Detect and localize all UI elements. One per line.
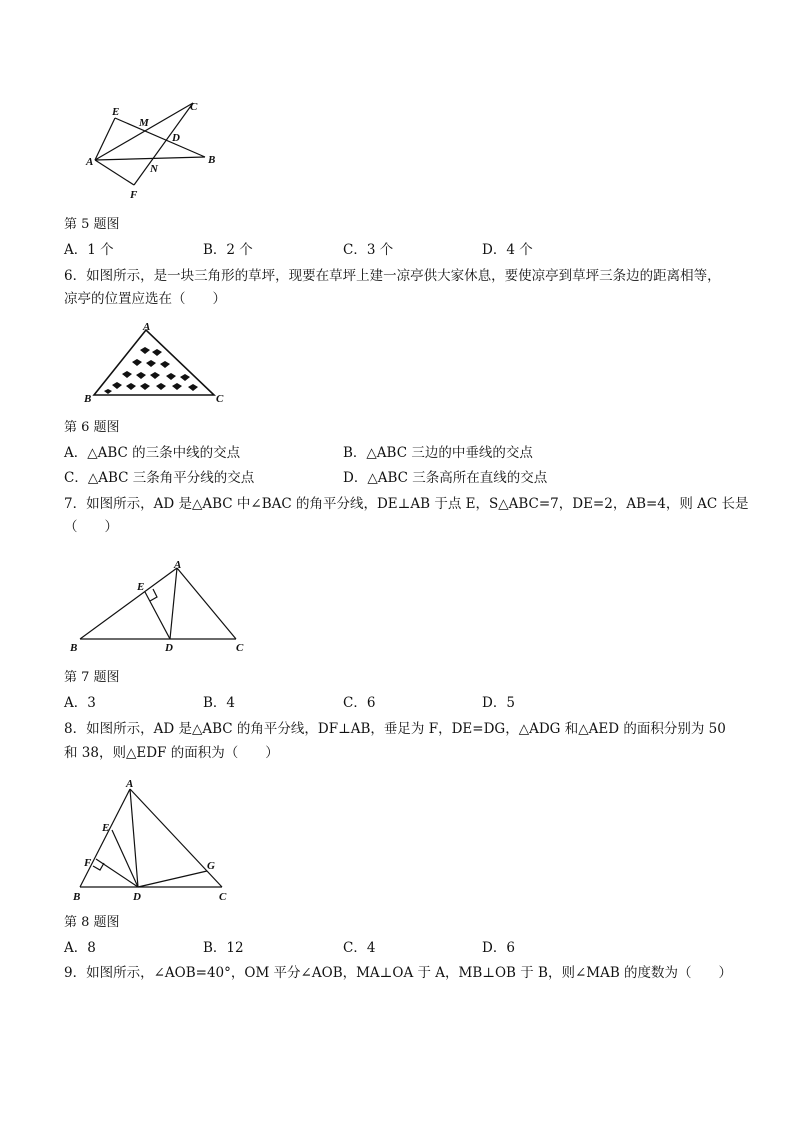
q8-option-a: A．8 <box>64 940 96 956</box>
fig5-label-m: M <box>139 117 149 129</box>
q8-option-c: C．4 <box>343 940 376 956</box>
q6-option-a: A．△ABC 的三条中线的交点 <box>64 445 241 461</box>
fig5-label-d: D <box>172 132 180 144</box>
q7-option-a: A．3 <box>64 695 96 711</box>
fig8-label-a: A <box>126 778 134 790</box>
fig5-label-b: B <box>208 154 216 166</box>
fig8-label-f: F <box>84 857 92 869</box>
fig8-label-d: D <box>133 891 141 903</box>
q8-option-d: D．6 <box>482 940 515 956</box>
fig8-label-c: C <box>219 891 227 903</box>
fig7-label-e: E <box>137 581 145 593</box>
q6-text-line2: 凉亭的位置应选在（ ） <box>64 291 226 307</box>
q5-option-a: A．1 个 <box>64 242 114 258</box>
fig5-label-c: C <box>190 101 198 113</box>
q7-text-line1: 7．如图所示，AD 是△ABC 中∠BAC 的角平分线，DE⊥AB 于点 E，S△ABC=7，DE=2，AB=4，则 AC 长是 <box>64 496 749 512</box>
q6-option-b: B．△ABC 三边的中垂线的交点 <box>343 445 533 461</box>
fig8-caption: 第 8 题图 <box>64 915 120 930</box>
fig6-caption: 第 6 题图 <box>64 420 120 435</box>
q8-option-b: B．12 <box>203 940 244 956</box>
fig8-label-g: G <box>207 860 215 872</box>
fig5-label-f: F <box>130 189 138 201</box>
q7-option-b: B．4 <box>203 695 236 711</box>
q9-text-line1: 9．如图所示，∠AOB=40°，OM 平分∠AOB，MA⊥OA 于 A，MB⊥OB 于 B，则∠MAB 的度数为（ ） <box>64 965 733 981</box>
fig6-label-b: B <box>84 393 92 405</box>
q8-text-line1: 8．如图所示，AD 是△ABC 的角平分线，DF⊥AB，垂足为 F，DE=DG，△ADG 和△AED 的面积分别为 50 <box>64 721 726 737</box>
fig5-caption: 第 5 题图 <box>64 217 120 232</box>
q7-option-d: D．5 <box>482 695 515 711</box>
fig7-label-c: C <box>236 642 244 654</box>
fig7-caption: 第 7 题图 <box>64 670 120 685</box>
q6-option-c: C．△ABC 三条角平分线的交点 <box>64 470 255 486</box>
fig5-label-n: N <box>150 163 158 175</box>
q7-option-c: C．6 <box>343 695 376 711</box>
q5-option-c: C．3 个 <box>343 242 394 258</box>
fig5-label-a: A <box>86 156 94 168</box>
q6-option-d: D．△ABC 三条高所在直线的交点 <box>343 470 548 486</box>
q8-text-line2: 和 38，则△EDF 的面积为（ ） <box>64 745 279 761</box>
q5-option-d: D．4 个 <box>482 242 533 258</box>
fig7-label-b: B <box>70 642 78 654</box>
q7-text-line2: （ ） <box>64 519 118 535</box>
fig5-label-e: E <box>112 106 120 118</box>
fig8-label-b: B <box>73 891 81 903</box>
q5-option-b: B．2 个 <box>203 242 253 258</box>
fig7-label-a: A <box>174 559 182 571</box>
q6-text-line1: 6．如图所示，是一块三角形的草坪，现要在草坪上建一凉亭供大家休息，要使凉亭到草坪三条边的距离相等， <box>64 268 721 284</box>
fig6-label-a: A <box>143 321 151 333</box>
fig8-label-e: E <box>102 822 110 834</box>
fig6-label-c: C <box>216 393 224 405</box>
fig7-label-d: D <box>165 642 173 654</box>
